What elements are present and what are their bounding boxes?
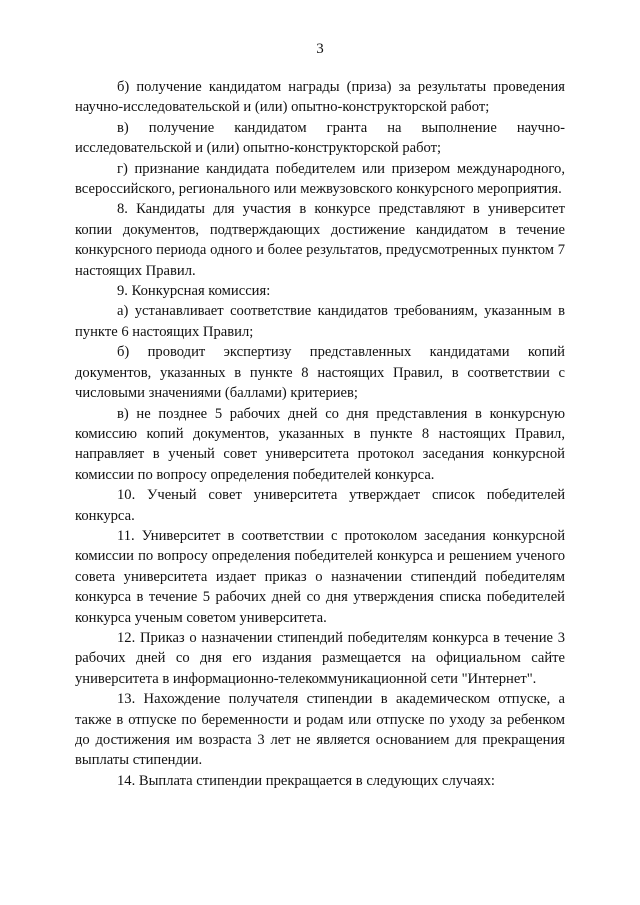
paragraph-7g: г) признание кандидата победителем или призером международного, всероссийского, регионального или межвузовского конкурсного мероприятия. [75,160,565,198]
paragraph-7v: в) получение кандидатом гранта на выполнение научно-исследовательской и (или) опытно-конструкторской работ; [75,119,565,157]
paragraph-8: 8. Кандидаты для участия в конкурсе представляют в университет копии документов, подтверждающих достижение кандидатом в течение конкурсного периода одного и более результатов, предусмотренных пунктом 7 настоящих Правил. [75,201,565,279]
paragraph-14: 14. Выплата стипендии прекращается в следующих случаях: [117,772,495,789]
page-number: 3 [316,41,324,57]
paragraph-10: 10. Ученый совет университета утверждает список победителей конкурса. [75,487,565,524]
paragraph-12: 12. Приказ о назначении стипендий победителям конкурса в течение 3 рабочих дней со дня его издания размещается на официальном сайте университета в информационно-телекоммуникационной сети "Интернет". [75,629,565,687]
paragraph-9a: а) устанавливает соответствие кандидатов требованиям, указанным в пункте 6 настоящих Правил; [75,303,565,340]
paragraph-9: 9. Конкурсная комиссия: [117,283,271,300]
paragraph-11: 11. Университет в соответствии с протоколом заседания конкурсной комиссии по вопросу определения победителей конкурса и решением ученого совета университета издает приказ о назначении стипендий победителям конкурса в течение 5 рабочих дней со дня утверждения списка победителей конкурса ученым советом университета. [75,527,565,626]
document-body [75,77,565,791]
paragraph-9b: б) проводит экспертизу представленных кандидатами копий документов, указанных в пункте 8 настоящих Правил, в соответствии с числовыми значениями (баллами) критериев; [75,344,565,402]
paragraph-13: 13. Нахождение получателя стипендии в академическом отпуске, а также в отпуске по беременности и родам или отпуске по уходу за ребенком до достижения им возраста 3 лет не является основанием для прекращения выплаты стипендии. [75,691,565,769]
paragraph-7b: б) получение кандидатом награды (приза) за результаты проведения научно-исследовательской и (или) опытно-конструкторской работ; [75,79,565,116]
paragraph-9v: в) не позднее 5 рабочих дней со дня представления в конкурсную комиссию копий документов, указанных в пункте 8 настоящих Правил, направляет в ученый совет университета протокол заседания конкурсной комиссии по вопросу определения победителей конкурса. [75,405,565,483]
